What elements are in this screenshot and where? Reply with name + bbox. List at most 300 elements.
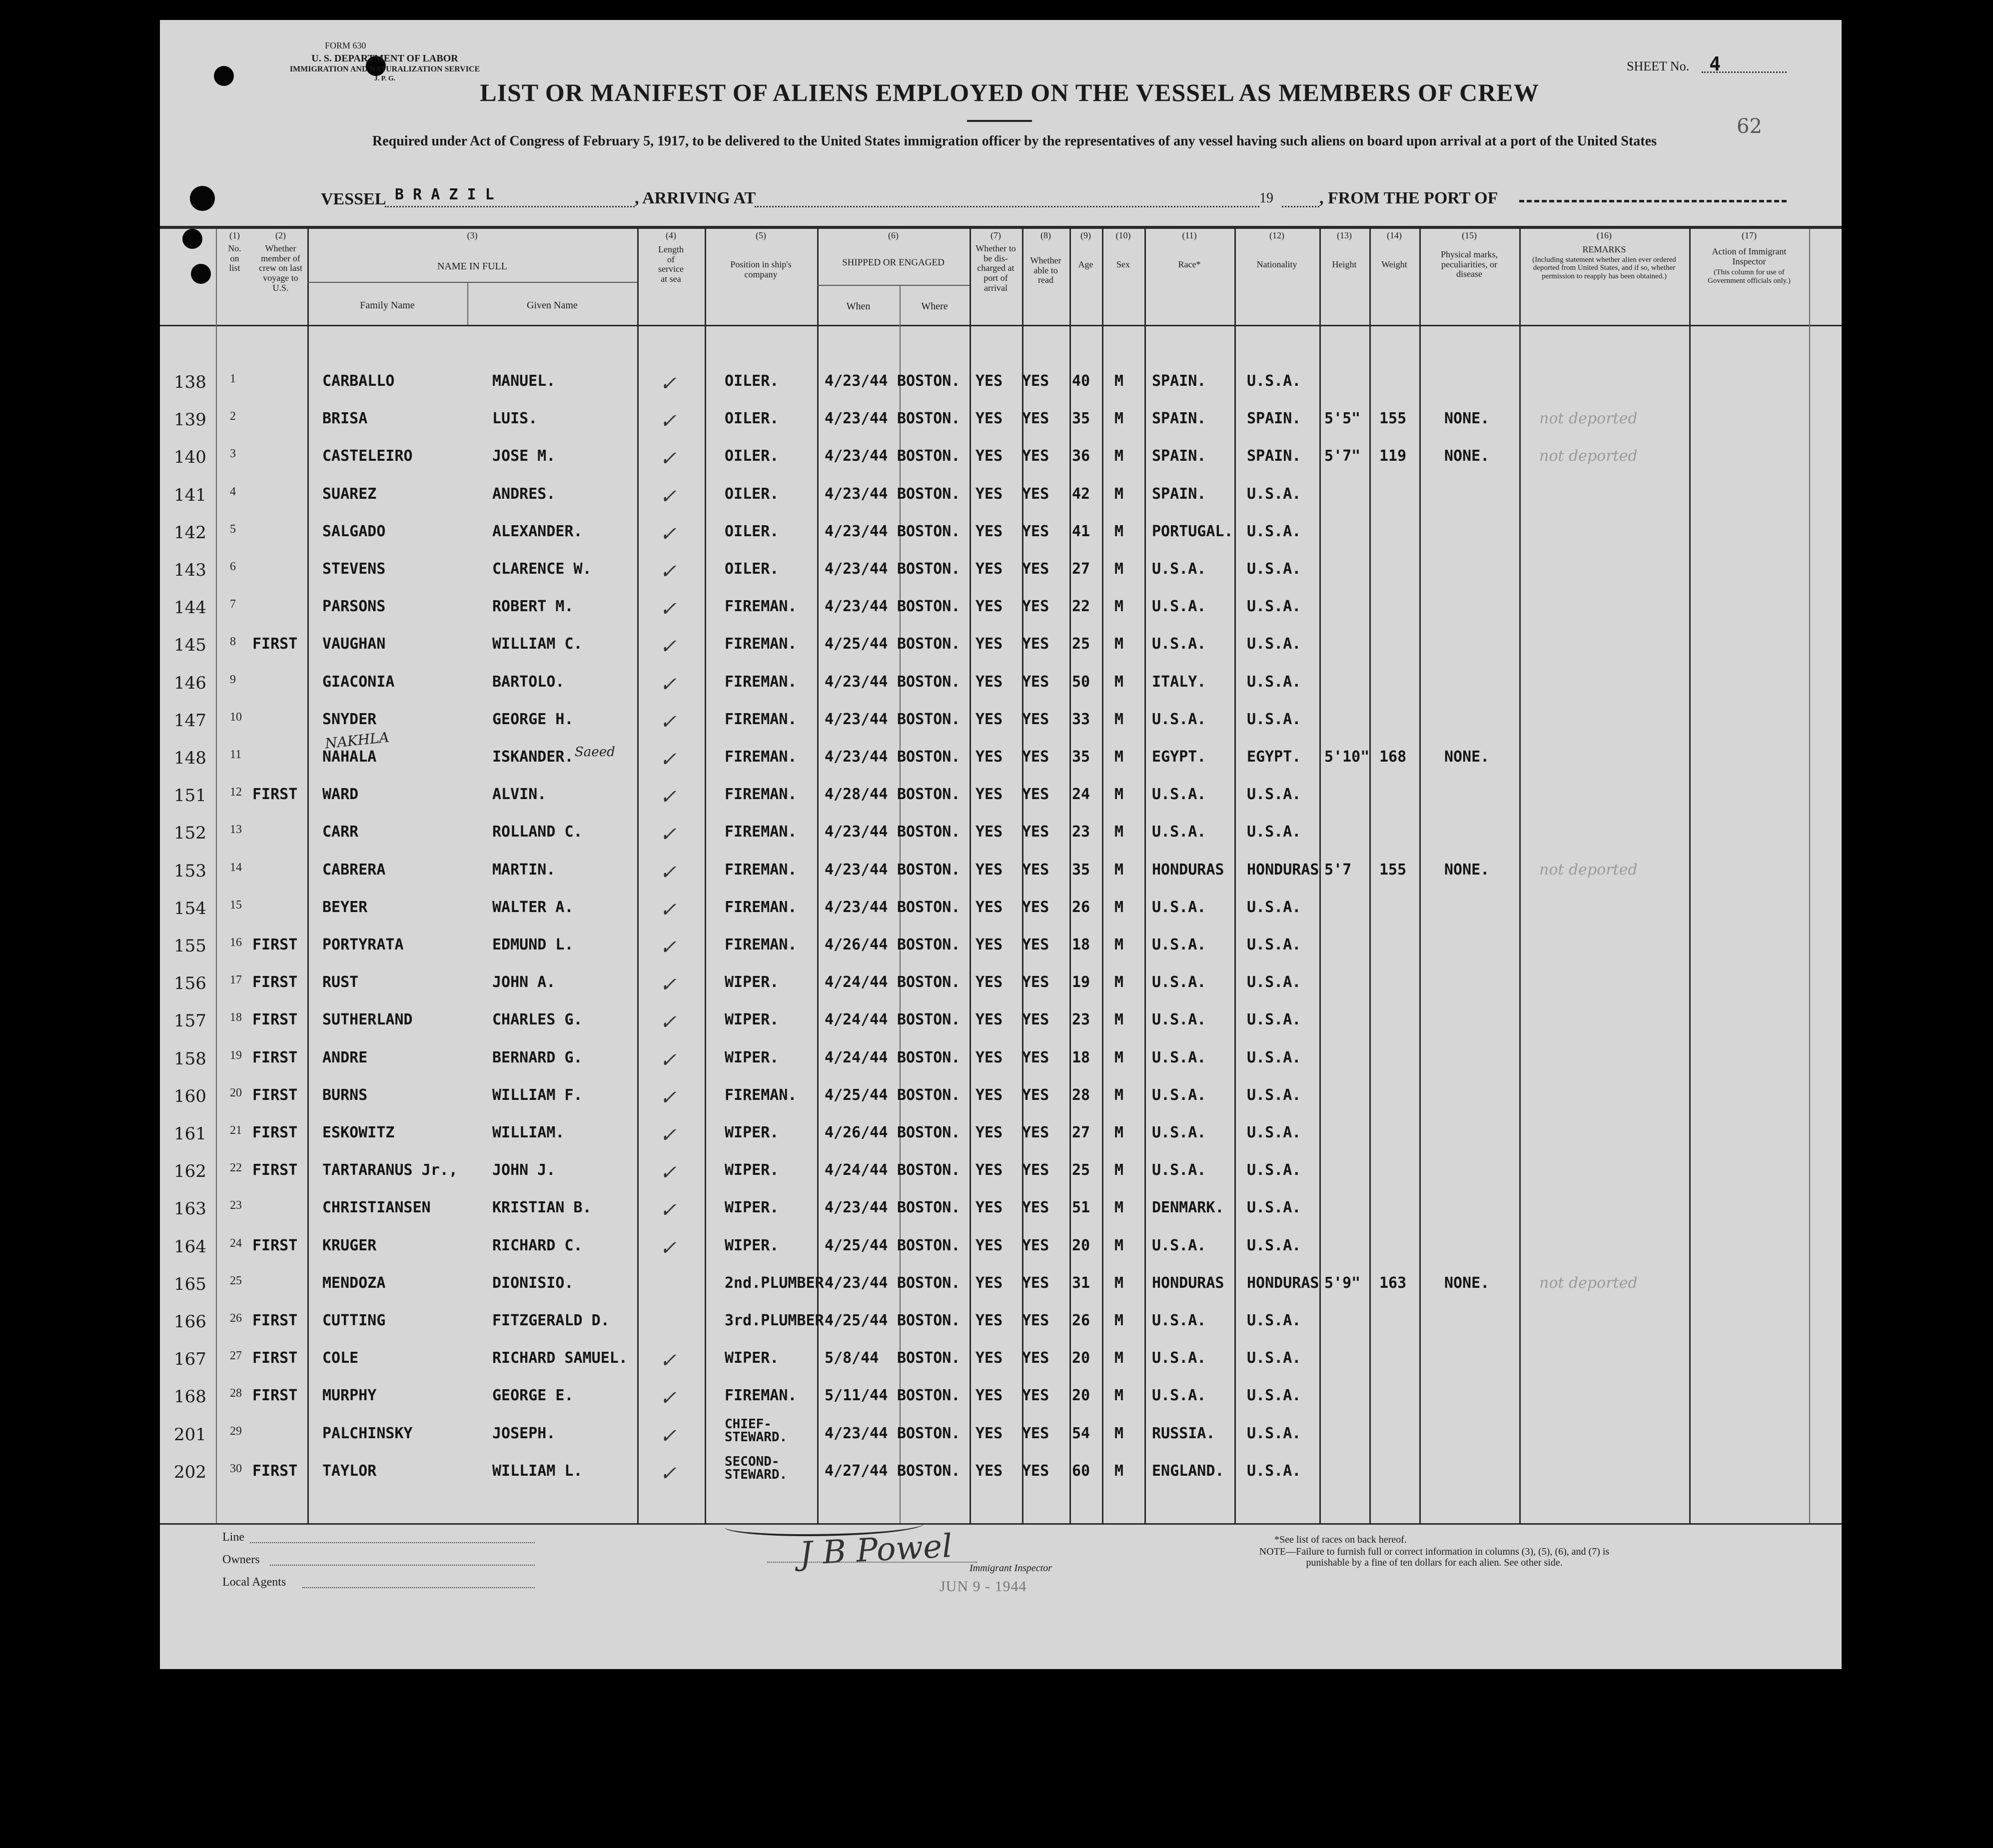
line-number: 7 [230,598,236,611]
entry-ref: 158 [174,1048,206,1069]
able-to-read: YES [1022,598,1049,616]
entry-ref: 147 [174,710,206,731]
entry-ref: 155 [174,936,206,956]
given-name: WILLIAM C. [492,635,583,653]
crew-row [160,447,1842,477]
discharged: YES [976,1236,1003,1254]
nationality: U.S.A. [1247,1387,1301,1405]
given-name: FITZGERALD D. [492,1312,610,1329]
age: 42 [1072,485,1090,503]
col2-header [254,231,307,293]
age: 35 [1072,861,1090,879]
line-number: 30 [230,1462,242,1475]
race: SPAIN. [1152,410,1206,428]
sheet-underline [1702,71,1787,73]
position: FIREMAN. [725,898,797,916]
line-number: 5 [230,522,236,536]
discharged: YES [976,823,1003,841]
age: 22 [1072,598,1090,616]
family-name: SALGADO [322,522,386,540]
nationality: U.S.A. [1247,1349,1301,1367]
crew-row [160,1274,1842,1304]
col-number: (14) [1387,230,1402,240]
given-name: JOSE M. [492,447,556,465]
shipped-when: 4/23/44 [825,1274,888,1292]
service-check: ✓ [660,485,677,508]
shipped-where: BOSTON. [897,823,961,841]
col6-header [817,231,970,268]
able-to-read: YES [1022,635,1049,653]
given-name: ROBERT M. [492,598,574,616]
crew-row [160,410,1842,440]
able-to-read: YES [1022,823,1049,841]
service-check: ✓ [660,560,677,583]
line-number: 6 [230,560,236,573]
position: FIREMAN. [725,823,797,841]
sex: M [1114,1424,1124,1442]
nationality: U.S.A. [1247,1462,1301,1480]
line-number: 16 [230,936,242,949]
col-label: Action of Immigrant Inspector [1712,246,1787,266]
remarks: not deported [1539,447,1638,465]
position: OILER. [725,560,779,578]
form-number: FORM 630 [325,40,366,50]
crew-row [160,861,1842,891]
shipped-where: BOSTON. [897,560,961,578]
able-to-read: YES [1022,1387,1049,1405]
col-number: (10) [1115,230,1131,240]
position: 3rd.PLUMBER [725,1312,824,1329]
nationality: U.S.A. [1247,710,1301,728]
crew-row [160,1312,1842,1342]
family-name: ANDRE [322,1048,368,1066]
position: FIREMAN. [725,598,797,616]
shipped-where: BOSTON. [897,1161,961,1179]
position: FIREMAN. [725,1086,797,1104]
race: U.S.A. [1152,560,1206,578]
able-to-read: YES [1022,1086,1049,1104]
nationality: SPAIN. [1247,410,1301,428]
entry-ref: 164 [174,1236,206,1257]
race: DENMARK. [1152,1199,1224,1217]
sheet-label-text: SHEET No. [1627,59,1690,73]
able-to-read: YES [1022,710,1049,728]
col-number: (5) [756,230,766,240]
race: U.S.A. [1152,898,1206,916]
crew-row [160,1011,1842,1041]
line-number: 18 [230,1011,242,1024]
line-number: 11 [230,748,242,761]
age: 40 [1072,372,1090,390]
age: 27 [1072,1124,1090,1141]
crew-row [160,560,1842,590]
position: WIPER. [725,1011,779,1029]
col-label: NAME IN FULL [437,260,507,272]
shipped-where: BOSTON. [897,1011,961,1029]
discharged: YES [976,710,1003,728]
family-name: MURPHY [322,1387,377,1405]
discharged: YES [976,748,1003,766]
position: 2nd.PLUMBER [725,1274,824,1292]
able-to-read: YES [1022,447,1049,465]
family-name: TAYLOR [322,1462,377,1480]
position: FIREMAN. [725,936,797,953]
discharged: YES [976,372,1003,390]
last-voyage: FIRST [252,936,298,953]
service-check: ✓ [660,1462,677,1485]
discharged: YES [976,1274,1003,1292]
sex: M [1114,485,1124,503]
crew-row [160,1161,1842,1191]
discharged: YES [976,786,1003,804]
able-to-read: YES [1022,1048,1049,1066]
entry-ref: 160 [174,1086,206,1106]
nationality: U.S.A. [1247,1086,1301,1104]
crew-row [160,1349,1842,1379]
position: FIREMAN. [725,710,797,728]
shipped-when: 4/23/44 [825,673,888,691]
service-check: ✓ [660,1086,677,1109]
owners-dots [270,1565,535,1566]
entry-ref: 140 [174,447,206,468]
line-number: 24 [230,1236,242,1250]
discharged: YES [976,1312,1003,1329]
family-name: VAUGHAN [322,635,386,653]
able-to-read: YES [1022,898,1049,916]
nationality: U.S.A. [1247,898,1301,916]
line-number: 4 [230,485,236,498]
shipped-when: 4/28/44 [825,786,888,804]
family-name: COLE [322,1349,359,1367]
crew-row [160,635,1842,665]
nationality: U.S.A. [1247,823,1301,841]
family-name: BRISA [322,410,368,428]
given-name: WILLIAM. [492,1124,565,1141]
nationality: U.S.A. [1247,673,1301,691]
able-to-read: YES [1022,1236,1049,1254]
crew-row [160,936,1842,966]
shipped-when: 4/23/44 [825,598,888,616]
race: U.S.A. [1152,710,1206,728]
shipped-where: BOSTON. [897,973,961,991]
line-number: 15 [230,898,242,912]
given-name: CLARENCE W. [492,560,592,578]
shipped-when: 4/26/44 [825,936,888,953]
able-to-read: YES [1022,1312,1049,1329]
last-voyage: FIRST [252,1387,298,1405]
able-to-read: YES [1022,1199,1049,1217]
nationality: SPAIN. [1247,447,1301,465]
nationality: U.S.A. [1247,1011,1301,1029]
sheet-number: 4 [1709,53,1721,75]
race: PORTUGAL. [1152,522,1233,540]
col-label: Height [1332,259,1357,269]
age: 18 [1072,1048,1090,1066]
col15-header [1419,231,1519,279]
crew-row [160,748,1842,778]
family-name: BURNS [322,1086,368,1104]
last-voyage: FIRST [252,786,298,804]
vessel-name: B R A Z I L [395,186,494,203]
given-name: CHARLES G. [492,1011,583,1029]
discharged: YES [976,560,1003,578]
service-check: ✓ [660,1161,677,1185]
given-name: BARTOLO. [492,673,565,691]
family-name: GIACONIA [322,673,395,691]
able-to-read: YES [1022,1011,1049,1029]
vessel-label: VESSEL [321,190,386,208]
sex: M [1114,1236,1124,1254]
family-name: CABRERA [322,861,386,879]
line-number: 22 [230,1161,242,1175]
physical-marks: NONE. [1444,861,1490,879]
race: RUSSIA. [1152,1424,1215,1442]
sex: M [1114,1161,1124,1179]
shipped-when: 4/23/44 [825,1199,888,1217]
manifest-sheet [160,20,1842,1669]
line-number: 29 [230,1424,242,1438]
service-check: ✓ [660,748,677,771]
penalty-note: NOTE—Failure to furnish full or correct information in columns (3), (5), (6), and (7) is punishable by a fine of ten dollars for each alien. See other side. [1259,1546,1610,1568]
crew-row [160,823,1842,853]
service-line: IMMIGRATION AND NATURALIZATION SERVICE [289,65,480,73]
remarks: not deported [1539,861,1638,879]
race: ITALY. [1152,673,1206,691]
able-to-read: YES [1022,936,1049,953]
entry-ref: 153 [174,861,206,881]
entry-ref: 201 [174,1424,206,1445]
discharged: YES [976,973,1003,991]
sex: M [1114,635,1124,653]
nationality: U.S.A. [1247,1161,1301,1179]
col-number: (9) [1080,230,1091,240]
given-name: ALEXANDER. [492,522,583,540]
able-to-read: YES [1022,372,1049,390]
family-name: CARBALLO [322,372,395,390]
given-name: DIONISIO. [492,1274,574,1292]
age: 50 [1072,673,1090,691]
shipped-when: 4/24/44 [825,1048,888,1066]
sex: M [1114,598,1124,616]
age: 33 [1072,710,1090,728]
nationality: U.S.A. [1247,786,1301,804]
sex: M [1114,1462,1124,1480]
line-number: 14 [230,861,242,874]
shipped-when: 4/25/44 [825,1312,888,1329]
sex: M [1114,823,1124,841]
col-label: REMARKS [1582,244,1626,254]
family-name-header: Family Name [360,300,415,311]
shipped-when: 5/11/44 [825,1387,888,1405]
shipped-when: 4/23/44 [825,823,888,841]
nationality: U.S.A. [1247,372,1301,390]
family-name: PORTYRATA [322,936,404,953]
service-check: ✓ [660,372,677,395]
sex: M [1114,447,1124,465]
race: SPAIN. [1152,372,1206,390]
table-bottom-rule [160,1523,1842,1525]
position: OILER. [725,522,779,540]
service-check: ✓ [660,1199,677,1222]
race: U.S.A. [1152,786,1206,804]
last-voyage: FIRST [252,1462,298,1480]
line-number: 20 [230,1086,242,1099]
line-number: 25 [230,1274,242,1287]
discharged: YES [976,1048,1003,1066]
col17-header [1689,231,1809,285]
entry-ref: 162 [174,1161,206,1182]
given-name: WILLIAM F. [492,1086,583,1104]
family-name: CUTTING [322,1312,386,1329]
race: SPAIN. [1152,485,1206,503]
col3-header [307,231,637,272]
last-voyage: FIRST [252,1236,298,1254]
crew-row [160,1237,1842,1267]
col-number: (13) [1337,230,1352,240]
family-name: CHRISTIANSEN [322,1199,431,1217]
age: 28 [1072,1086,1090,1104]
discharged: YES [976,936,1003,953]
shipped-where: BOSTON. [897,372,961,390]
discharged: YES [976,1161,1003,1179]
manifest-subtitle: Required under Act of Congress of February 5, 1917, to be delivered to the United States immigration officer by the representatives of any vessel having such aliens on board upon arrival at a port of the United States [372,133,1657,149]
shipped-where: BOSTON. [897,1462,961,1480]
race: HONDURAS [1152,1274,1224,1292]
handwritten-saeed: Saeed [575,745,615,760]
line-number: 3 [230,447,236,461]
last-voyage: FIRST [252,1349,298,1367]
weight: 155 [1379,410,1407,428]
service-check: ✓ [660,1048,677,1072]
given-name-header: Given Name [527,300,578,311]
position: FIREMAN. [725,1387,797,1405]
race: ENGLAND. [1152,1462,1224,1480]
service-check: ✓ [660,1387,677,1410]
sex: M [1114,973,1124,991]
col8-header [1022,231,1069,285]
family-name: SNYDER [322,710,377,728]
line-number: 27 [230,1349,242,1363]
shipped-when: 4/27/44 [825,1462,888,1480]
family-name: SUTHERLAND [322,1011,413,1029]
discharged: YES [976,1011,1003,1029]
line-number: 10 [230,710,242,724]
discharged: YES [976,1086,1003,1104]
service-check: ✓ [660,1424,677,1448]
action-note: (This column for use of Government officials only.) [1708,268,1791,285]
last-voyage: FIRST [252,973,298,991]
service-check: ✓ [660,936,677,959]
service-check: ✓ [660,1011,677,1034]
race: EGYPT. [1152,748,1206,766]
shipped-when: 4/23/44 [825,748,888,766]
col-label: Position in ship's company [730,259,792,279]
remarks-note: (Including statement whether alien ever ordered deported from United States, and if so, whether permission to reapply has been obtained.) [1532,255,1676,280]
col-number: (12) [1269,230,1284,240]
age: 31 [1072,1274,1090,1292]
shipped-where: BOSTON. [897,936,961,953]
shipped-where: BOSTON. [897,786,961,804]
discharged: YES [976,1424,1003,1442]
able-to-read: YES [1022,973,1049,991]
discharged: YES [976,1462,1003,1480]
given-name: MANUEL. [492,372,556,390]
entry-ref: 166 [174,1312,206,1332]
race: SPAIN. [1152,447,1206,465]
family-name: WARD [322,786,359,804]
col-number: (6) [888,230,899,240]
line-number: 2 [230,410,236,423]
remarks: not deported [1539,410,1638,428]
shipped-where: BOSTON. [897,710,961,728]
weight: 155 [1379,861,1407,879]
weight: 168 [1379,748,1407,766]
position: WIPER. [725,1349,779,1367]
handwritten-nakhla: NAKHLA [324,729,390,752]
service-check: ✓ [660,673,677,696]
given-name: GEORGE E. [492,1387,574,1405]
race: U.S.A. [1152,635,1206,653]
department-line: U. S. DEPARTMENT OF LABOR [311,53,458,64]
punch-hole [214,66,234,86]
sex: M [1114,936,1124,953]
position: SECOND- STEWARD. [725,1454,788,1482]
sex: M [1114,1048,1124,1066]
entry-ref: 152 [174,823,206,844]
crew-row [160,1049,1842,1079]
shipped-when: 4/24/44 [825,1011,888,1029]
col14-header [1369,231,1419,270]
when-header: When [846,301,871,312]
shipped-where: BOSTON. [897,673,961,691]
nationality: U.S.A. [1247,936,1301,953]
arriving-dots [755,206,1259,207]
entry-ref: 163 [174,1199,206,1219]
given-name: ALVIN. [492,786,547,804]
discharged: YES [976,485,1003,503]
col7-header [970,231,1022,293]
discharged: YES [976,522,1003,540]
family-name: BEYER [322,898,368,916]
able-to-read: YES [1022,1274,1049,1292]
service-check: ✓ [660,973,677,997]
race: U.S.A. [1152,1349,1206,1367]
entry-ref: 165 [174,1274,206,1294]
shipped-where: BOSTON. [897,1124,961,1141]
col-number: (1) [229,230,240,240]
discharged: YES [976,1387,1003,1405]
nationality: U.S.A. [1247,1199,1301,1217]
jpg-line: J. P. G. [374,75,396,82]
position: CHIEF- STEWARD. [725,1416,788,1445]
position: WIPER. [725,1199,779,1217]
col-label: Race* [1178,259,1201,269]
shipped-when: 4/23/44 [825,522,888,540]
given-name: MARTIN. [492,861,556,879]
crew-row [160,711,1842,741]
shipped-where: BOSTON. [897,522,961,540]
age: 26 [1072,898,1090,916]
nationality: EGYPT. [1247,748,1301,766]
punch-hole [190,186,215,211]
col10-header [1102,231,1144,270]
crew-row [160,485,1842,515]
entry-ref: 168 [174,1387,206,1407]
last-voyage: FIRST [252,1161,298,1179]
port-dashes [1519,200,1787,202]
able-to-read: YES [1022,522,1049,540]
nationality: U.S.A. [1247,522,1301,540]
